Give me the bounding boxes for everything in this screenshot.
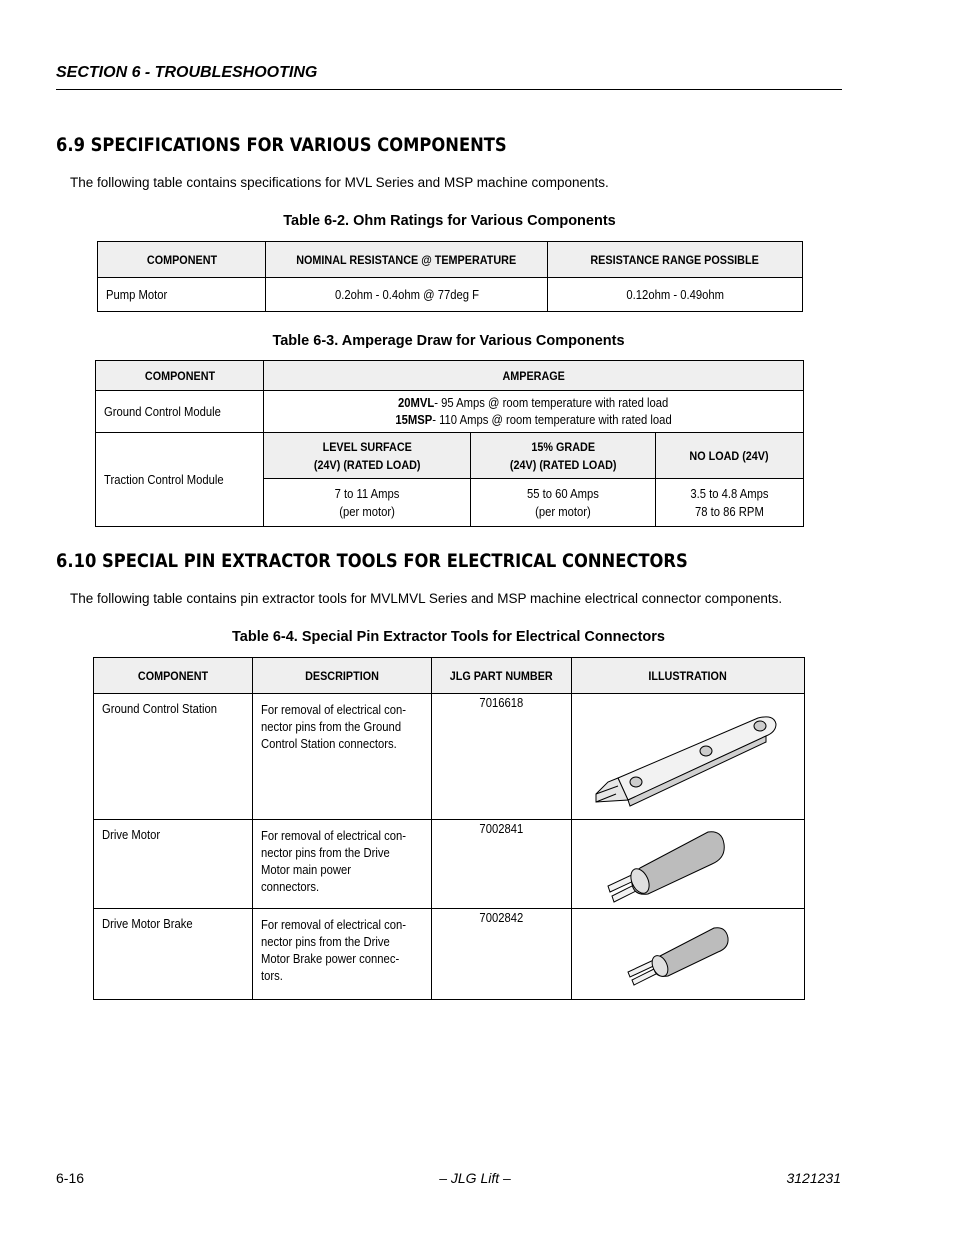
table-cell: For removal of electrical con- nector pins from the Drive Motor main power connectors. [253, 820, 432, 909]
column-header: COMPONENT [98, 242, 266, 278]
table-6-3-caption: Table 6-3. Amperage Draw for Various Components [272, 333, 625, 349]
table-cell: 3.5 to 4.8 Amps 78 to 86 RPM [656, 479, 804, 527]
column-subheader: 15% GRADE (24V) (RATED LOAD) [471, 433, 656, 479]
table-cell: 7016618 [432, 694, 572, 820]
cylindrical-extractor-tool-large-illustration [572, 820, 805, 909]
table-cell: Drive Motor Brake [94, 909, 253, 1000]
table-header-row [94, 658, 805, 694]
cylindrical-extractor-tool-small-illustration [572, 909, 805, 1000]
table-6-2 [97, 241, 803, 312]
section-header: SECTION 6 - TROUBLESHOOTING [56, 64, 318, 81]
page-number: 6-16 [56, 1170, 85, 1186]
table-cell: 0.2ohm - 0.4ohm @ 77deg F [266, 278, 548, 312]
table-6-4 [93, 657, 805, 1000]
column-header: DESCRIPTION [253, 658, 432, 694]
section-6-9-intro: The following table contains specifications for MVL Series and MSP machine components. [70, 175, 609, 190]
table-6-2-caption: Table 6-2. Ohm Ratings for Various Components [283, 213, 616, 229]
column-header: AMPERAGE [264, 361, 804, 391]
column-header: RESISTANCE RANGE POSSIBLE [548, 242, 803, 278]
column-header: COMPONENT [96, 361, 264, 391]
column-header: NOMINAL RESISTANCE @ TEMPERATURE [266, 242, 548, 278]
table-cell: 55 to 60 Amps (per motor) [471, 479, 656, 527]
flat-extractor-tool-illustration [572, 694, 805, 820]
table-row [94, 820, 805, 909]
document-number: 3121231 [786, 1170, 841, 1186]
table-6-3 [95, 360, 804, 527]
table-cell: 20MVL- 95 Amps @ room temperature with rated load 15MSP- 110 Amps @ room temperature with rated load [264, 391, 804, 433]
column-header: JLG PART NUMBER [432, 658, 572, 694]
table-cell: 7002842 [432, 909, 572, 1000]
table-row [98, 278, 803, 312]
table-row [94, 694, 805, 820]
column-header: COMPONENT [94, 658, 253, 694]
footer-brand: – JLG Lift – [439, 1170, 511, 1186]
table-row [94, 909, 805, 1000]
column-subheader: LEVEL SURFACE (24V) (RATED LOAD) [264, 433, 471, 479]
table-header-row [98, 242, 803, 278]
table-cell: For removal of electrical con- nector pins from the Drive Motor Brake power connec- tors. [253, 909, 432, 1000]
table-row [96, 391, 804, 433]
table-cell: Ground Control Station [94, 694, 253, 820]
table-cell: Pump Motor [98, 278, 266, 312]
table-cell: 0.12ohm - 0.49ohm [548, 278, 803, 312]
header-rule [56, 89, 842, 90]
section-6-9-heading: 6.9 SPECIFICATIONS FOR VARIOUS COMPONENTS [56, 134, 507, 156]
column-header: ILLUSTRATION [572, 658, 805, 694]
section-6-10-intro: The following table contains pin extractor tools for MVLMVL Series and MSP machine electrical connector components. [70, 591, 783, 606]
table-cell: Ground Control Module [96, 391, 264, 433]
table-cell: 7002841 [432, 820, 572, 909]
column-subheader: NO LOAD (24V) [656, 433, 804, 479]
table-cell: For removal of electrical con- nector pins from the Ground Control Station connectors. [253, 694, 432, 820]
section-6-10-heading: 6.10 SPECIAL PIN EXTRACTOR TOOLS FOR ELECTRICAL CONNECTORS [56, 550, 688, 572]
table-header-row [96, 361, 804, 391]
table-cell: Drive Motor [94, 820, 253, 909]
table-row [96, 433, 804, 479]
table-cell: Traction Control Module [96, 433, 264, 527]
table-6-4-caption: Table 6-4. Special Pin Extractor Tools for Electrical Connectors [232, 629, 665, 645]
table-cell: 7 to 11 Amps (per motor) [264, 479, 471, 527]
